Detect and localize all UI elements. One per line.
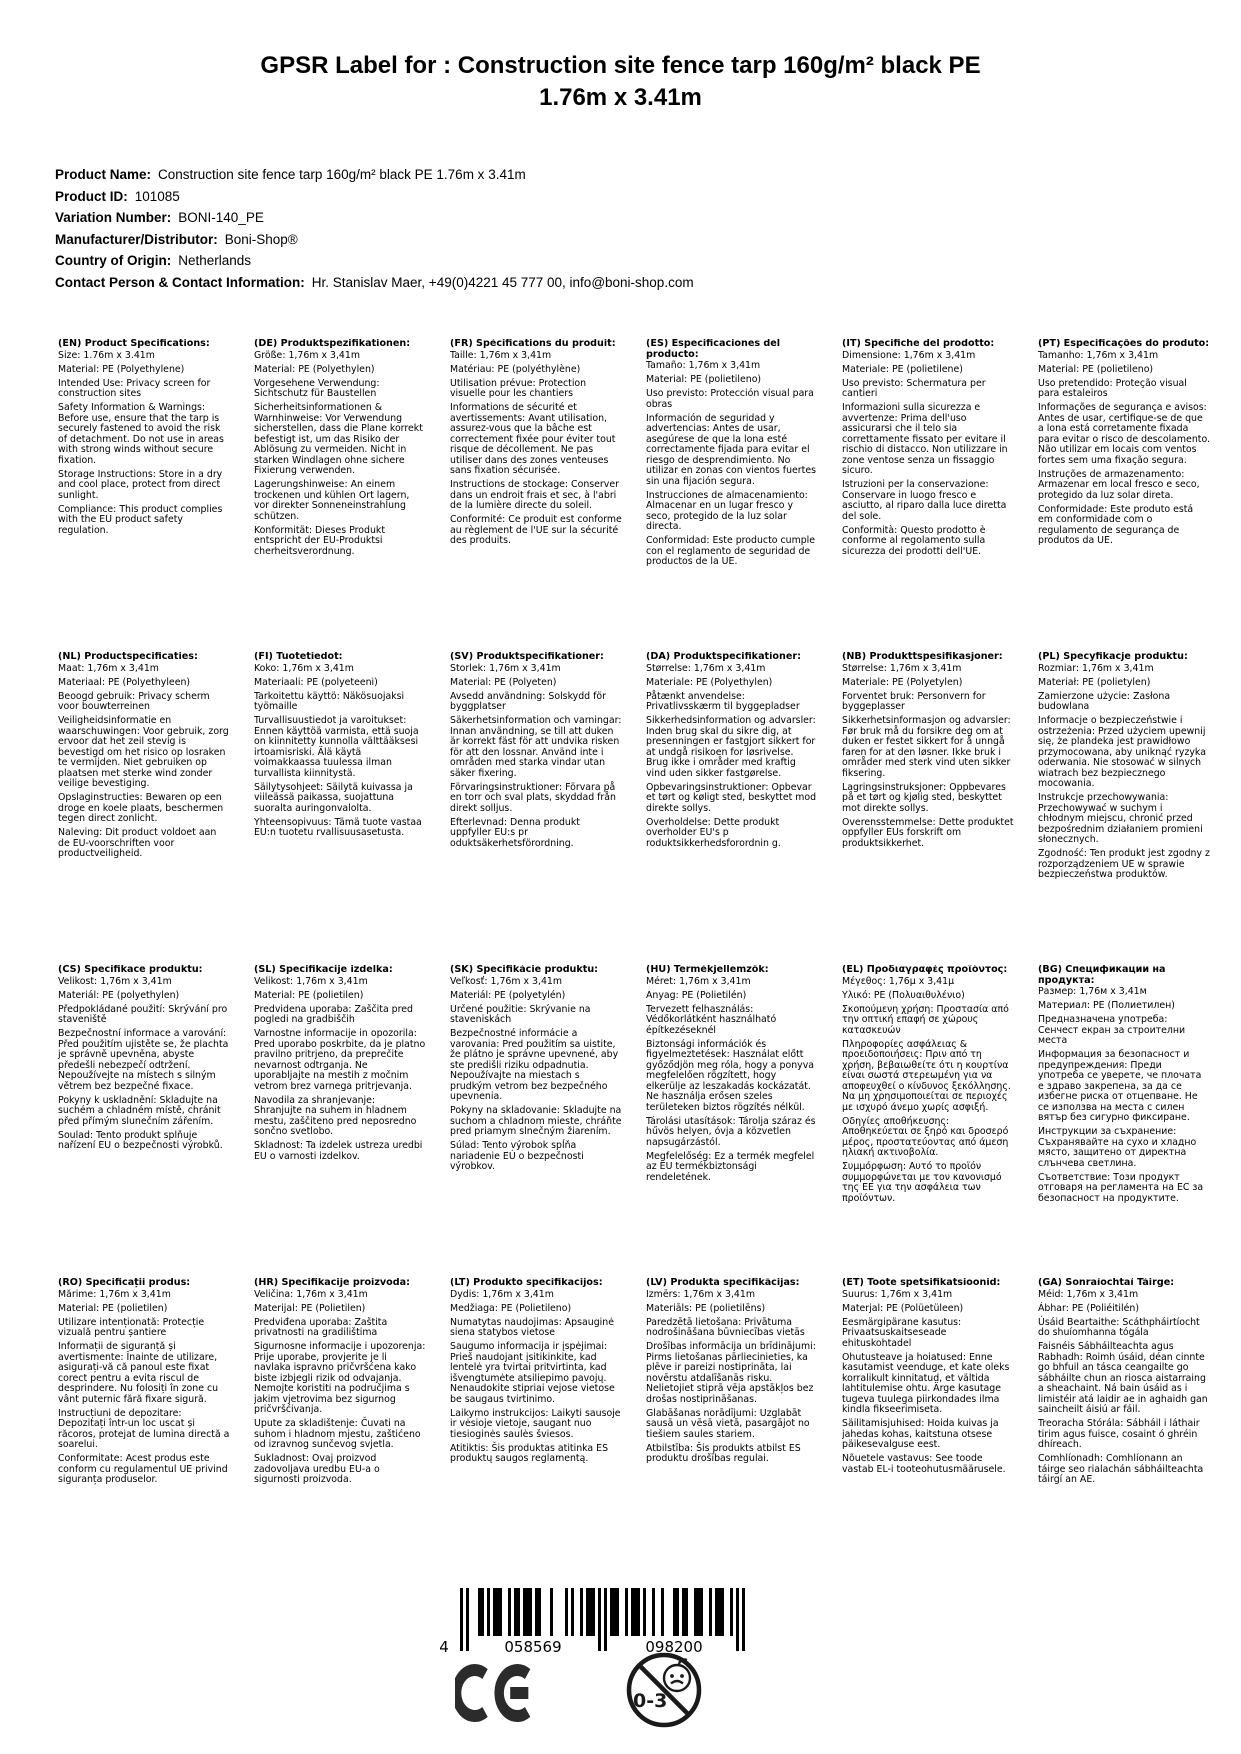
spec-block-el [842,965,1014,1278]
spec-paragraph: Súlad: Tento výrobok spĺňa nariadenie EÚ o bezpečnosti výrobkov. [450,1140,584,1172]
spec-paragraph: Avsedd användning: Solskydd för byggplatser [450,690,606,712]
contact-row [55,272,694,294]
spec-block-title: (PT) Especificações do produto: [1038,339,1210,349]
spec-block-hr [254,1278,426,1591]
spec-paragraph: Informações de segurança e avisos: Antes de usar, certifique-se de que a lona está corretamente fixada para evitar o risco de descolamento. Não utilizar em locais com ventos fortes sem uma fixação segura. [1038,402,1210,466]
spec-block-sv [450,652,622,965]
spec-paragraph: Uso pretendido: Proteção visual para estaleiros [1038,377,1187,399]
spec-paragraph: Určené použitie: Skrývanie na staveniskách [450,1003,591,1025]
spec-paragraph: Materiale: PE (Polyetylen) [842,676,963,688]
spec-block-sl [254,965,426,1278]
barcode-digit-group1: 058569 [504,1638,562,1656]
spec-paragraph: Treoracha Stórála: Sábháil i láthair tirim agus fuisce, cosaint ó ghréin dhíreach. [1038,1418,1200,1450]
spec-block-title: (LV) Produkta specifikācijas: [646,1278,800,1288]
spec-block-et [842,1278,1014,1591]
spec-paragraph: Sicherheitsinformationen & Warnhinweise: Vor Verwendung sicherstellen, dass die Plane korrekt befestigt ist, um das Risiko der Ablösung zu vermeiden. Nicht in starken Windlagen ohne sichere Fixierung verwenden. [254,402,423,476]
spec-paragraph: Nõuetele vastavus: See toode vastab EL-i tooteohutusmäärusele. [842,1453,1006,1475]
spec-paragraph: Saugumo informacija ir įspėjimai: Prieš naudojant įsitikinkite, kad lentelė yra tvirtai pritvirtinta, kad išvengtumėte atsiliepimo pavojų. Nenaudokite stipriai vejose vietose be saugaus tvirtinimo. [450,1341,615,1405]
variation-number-value: BONI-140_PE [178,210,264,226]
spec-paragraph: Förvaringsinstruktioner: Förvara på en torr och sval plats, skyddad från direkt solljus. [450,781,616,814]
spec-paragraph: Påtænkt anvendelse: Privatlivsskærm til byggepladser [646,690,800,712]
spec-paragraph: Veiligheidsinformatie en waarschuwingen: Voor gebruik, zorg ervoor dat het zeil stevig is bevestigd om het risico op losraken te vermijden. Niet gebruiken op plaatsen met sterke wind zonder veilige bevestiging. [58,715,229,789]
spec-paragraph: Rozmiar: 1,76m x 3,41m [1038,662,1154,674]
spec-paragraph: Tamanho: 1,76m x 3,41m [1038,349,1159,361]
product-id-value: 101085 [134,188,180,204]
spec-block-sk [450,965,622,1278]
spec-paragraph: Koko: 1,76m x 3,41m [254,662,354,674]
spec-paragraph: Säkerhetsinformation och varningar: Innan användning, se till att duken är korrekt fäst för att undvika risken för att den lossnar. Använd inte i områden med starka vindar utan säker fixering. [450,715,622,779]
spec-block-fi [254,652,426,965]
spec-block-en [58,339,230,652]
spec-paragraph: Bezpečnostní informace a varování: Před použitím ujistěte se, že plachta je správně upevněna, abyste předešli nebezpečí odtržení. Nepoužívejte na místech s silným větrem bez bezpečné fixace. [58,1028,229,1092]
spec-block-title: (LT) Produkto specifikacijos: [450,1278,603,1288]
spec-paragraph: Atitiktis: Šis produktas atitinka ES produktų saugos reglamentą. [450,1442,609,1464]
spec-paragraph: Instruções de armazenamento: Armazenar em local fresco e seco, protegido da luz solar direta. [1038,468,1200,501]
spec-paragraph: Eesmärgipärane kasutus: Privaatsuskaitseseade ehituskohtadel [842,1316,962,1349]
spec-paragraph: Material: PE (Polyeten) [450,676,557,688]
spec-paragraph: Pokyny na skladovanie: Skladujte na suchom a chladnom mieste, chráňte pred priamym slnečným žiarením. [450,1105,622,1137]
spec-paragraph: Overholdelse: Dette produkt overholder EU's p roduktsikkerhedsforordnin g. [646,816,781,849]
spec-block-pt [1038,339,1210,652]
spec-block-cs [58,965,230,1278]
spec-block-title: (NL) Productspecificaties: [58,652,198,662]
spec-paragraph: Megfelelőség: Ez a termék megfelel az EU termékbiztonsági rendeletének. [646,1150,815,1183]
document-title-line2: 1.76m x 3.41m [539,84,702,111]
spec-paragraph: Zamierzone użycie: Zasłona budowlana [1038,690,1171,712]
spec-paragraph: Istruzioni per la conservazione: Conservare in luogo fresco e asciutto, al riparo dalla luce diretta del sole. [842,479,1007,522]
spec-paragraph: Размер: 1,76м x 3,41м [1038,986,1147,997]
spec-paragraph: Material: PE (polietileno) [646,374,762,385]
spec-paragraph: Informacje o bezpieczeństwie i ostrzeżenia: Przed użyciem upewnij się, że plandeka jest prawidłowo przymocowana, aby uniknąć ryzyka oderwania. Nie stosować w silnych wiatrach bez bezpiecznego mocowania. [1038,715,1206,789]
manufacturer-row [55,229,694,251]
spec-grid [58,339,1210,1591]
country-of-origin-value: Netherlands [178,253,252,269]
spec-paragraph: Velikost: 1,76m x 3,41m [254,975,368,987]
spec-block-title: (RO) Specificații produs: [58,1278,191,1288]
spec-paragraph: Laikymo instrukcijos: Laikyti sausoje ir vėsioje vietoje, saugant nuo tiesioginės saulės šviesos. [450,1407,621,1440]
spec-paragraph: Lagringsinstruksjoner: Oppbevares på et tørt og kjølig sted, beskyttet mot direkte sollys. [842,781,1006,814]
footer-symbols [0,1580,1241,1754]
ce-mark-icon [455,1661,537,1730]
spec-paragraph: Instrukcje przechowywania: Przechowywać w suchym i chłodnym miejscu, chronić przed bezpośrednim działaniem promieni słonecznych. [1038,792,1203,845]
spec-paragraph: Velikost: 1,76m x 3,41m [58,975,172,987]
spec-block-de [254,339,426,652]
spec-paragraph: Materiaali: PE (polyeteeni) [254,676,378,688]
spec-paragraph: Bezpečnostné informácie a varovania: Pred použitím sa uistite, že plátno je správne upevnené, aby ste predišli riziku odpadnutia. Nepoužívajte na miestach s prudkým vetrom bez bezpečného upevnenia. [450,1028,619,1102]
spec-paragraph: Säilitamisjuhised: Hoida kuivas ja jahedas kohas, kaitstuna otsese päikesevalguse eest. [842,1418,999,1450]
spec-paragraph: Skladnost: Ta izdelek ustreza uredbi EU o varnosti izdelkov. [254,1140,423,1162]
spec-block-nb [842,652,1014,965]
spec-block-pl [1038,652,1210,965]
spec-paragraph: Tervezett felhasználás: Védőkorlátként használható építkezéseknél [646,1003,777,1036]
spec-paragraph: Sikkerhetsinformasjon og advarsler: Før bruk må du forsikre deg om at duken er festet sikkert for å unngå faren for at den løsner. Ikke bruk i områder med sterk vind uten sikker fiksering. [842,715,1011,779]
spec-paragraph: Upute za skladištenje: Čuvati na suhom i hladnom mjestu, zaštićeno od izravnog sunčevog svjetla. [254,1418,421,1450]
contact-label: Contact Person & Contact Information: [55,274,305,290]
variation-number-row [55,207,694,229]
spec-paragraph: Atbilstība: Šis produkts atbilst ES produktu drošības regulai. [646,1442,801,1464]
country-of-origin-row [55,250,694,272]
spec-paragraph: Dimensione: 1,76m x 3,41m [842,349,976,361]
spec-paragraph: Μέγεθος: 1,76μ x 3,41μ [842,975,955,987]
spec-paragraph: Size: 1.76m x 3.41m [58,349,155,361]
document-title [0,50,1241,114]
spec-paragraph: Материал: PE (Полиетилен) [1038,1000,1175,1011]
spec-paragraph: Conformité: Ce produit est conforme au règlement de l'UE sur la sécurité des produits. [450,514,622,546]
spec-paragraph: Instructions de stockage: Conserver dans un endroit frais et sec, à l'abri de la lumière directe du soleil. [450,479,619,511]
spec-paragraph: Predvidena uporaba: Zaščita pred pogledi na gradbiščih [254,1003,413,1025]
spec-paragraph: Material: PE (polietileno) [1038,363,1154,375]
product-id-label: Product ID: [55,188,128,204]
spec-paragraph: Material: PE (Polyethylene) [58,363,185,375]
spec-paragraph: Sikkerhedsinformation og advarsler: Inden brug skal du sikre dig, at presenningen er fastgjort sikkert for at undgå risikoen for løsrivelse. Brug ikke i områder med kraftig vind uden sikker fastgørelse. [646,715,816,779]
spec-paragraph: Material: PE (polietilen) [58,1302,168,1314]
spec-paragraph: Maat: 1,76m x 3,41m [58,662,159,674]
spec-block-title: (HU) Termékjellemzők: [646,965,769,975]
spec-paragraph: Σκοπούμενη χρήση: Προστασία από την οπτική επαφή σε χώρους κατασκευών [842,1003,1009,1036]
spec-paragraph: Predviđena uporaba: Zaštita privatnosti na gradilištima [254,1316,388,1338]
spec-paragraph: Méid: 1,76m x 3,41m [1038,1288,1139,1300]
spec-paragraph: Naleving: Dit product voldoet aan de EU-voorschriften voor productveiligheid. [58,827,217,859]
spec-block-title: (PL) Specyfikacje produktu: [1038,652,1188,662]
spec-paragraph: Sukladnost: Ovaj proizvod zadovoljava uredbu EU-a o sigurnosti proizvoda. [254,1453,380,1485]
spec-paragraph: Informazioni sulla sicurezza e avvertenze: Prima dell'uso assicurarsi che il telo sia correttamente fissato per evitare il rischio di distacco. Non utilizzare in zone ventose senza un fissaggio sicuro. [842,402,1008,476]
spec-paragraph: Πληροφορίες ασφάλειας & προειδοποιήσεις: Πριν από τη χρήση, βεβαιωθείτε ότι η κουρτίνα είναι σωστά στερεωμένη για να αποφευχθεί ο κίνδυνος ξεκόλλησης. Να μη χρησιμοποιείται σε περιοχές με ισχυρό άνεμο χωρίς ασφιξή. [842,1038,1011,1113]
spec-paragraph: Uso previsto: Schermatura per cantieri [842,377,986,399]
spec-paragraph: Conformidad: Este producto cumple con el reglamento de seguridad de productos de la UE. [646,535,816,567]
spec-block-title: (DE) Produktspezifikationen: [254,339,411,349]
spec-paragraph: Storlek: 1,76m x 3,41m [450,662,561,674]
spec-paragraph: Compliance: This product complies with the EU product safety regulation. [58,503,223,536]
spec-block-title: (FI) Tuotetiedot: [254,652,343,662]
spec-paragraph: Veličina: 1,76m x 3,41m [254,1288,368,1300]
spec-paragraph: Biztonsági információk és figyelmeztetések: Használat előtt győződjön meg róla, hogy a ponyva megfelelően rögzített, hogy elkerülje az leszakadás kockázatát. Ne használja erősen szeles területeken biztos rögzítés nélkül. [646,1038,814,1113]
spec-block-title: (SK) Špecifikácie produktu: [450,965,599,975]
spec-paragraph: Uso previsto: Protección visual para obras [646,388,814,410]
spec-block-title: (EN) Product Specifications: [58,339,210,349]
spec-paragraph: Størrelse: 1,76m x 3,41m [842,662,962,674]
manufacturer-value: Boni-Shop® [224,231,298,247]
product-name-value: Construction site fence tarp 160g/m² black PE 1.76m x 3.41m [158,167,526,182]
spec-block-lt [450,1278,622,1591]
spec-paragraph: Varnostne informacije in opozorila: Pred uporabo poskrbite, da je platno pravilno pritrjeno, da preprečite nevarnost odtrganja. Ne uporabljajte na mestih z močnim vetrom brez varnega pritrjevanja. [254,1028,426,1092]
age-warning-0-3-icon [624,1650,704,1735]
spec-paragraph: Yhteensopivuus: Tämä tuote vastaa EU:n tuotetu rvallisuusasetusta. [254,816,422,838]
barcode-digit-group2: 098200 [645,1638,703,1656]
spec-block-title: (ET) Toote spetsifikatsioonid: [842,1278,1001,1288]
spec-block-title: (HR) Specifikacije proizvoda: [254,1278,410,1288]
spec-paragraph: Izmērs: 1,76m x 3,41m [646,1288,755,1300]
spec-paragraph: Turvallisuustiedot ja varoitukset: Ennen käyttöä varmista, että suoja on kiinnitetty kunnolla välttääksesi irtoamisriski. Älä käytä voimakkaassa tuulessa ilman turvallista kiinnitystä. [254,715,419,779]
spec-paragraph: Glabāšanas norādījumi: Uzglabāt sausā un vēsā vietā, pasargājot no tiešiem saules stariem. [646,1407,810,1440]
spec-paragraph: Méret: 1,76m x 3,41m [646,975,751,987]
spec-block-title: (GA) Sonraíochtaí Táirge: [1038,1278,1175,1288]
spec-paragraph: Faisnéis Sábháilteachta agus Rabhadh: Roimh úsáid, déan cinnte go bhfuil an tásca ceangailte go sábháilte chun an riosca aistarraing a sheachaint. Ná bain úsáid as i limistéir atá laidir ae in aghaidh gan saincheilt áisiú ar fáil. [1038,1341,1208,1415]
spec-block-title: (DA) Produktspecifikationer: [646,652,801,662]
spec-paragraph: Tárolási utasítások: Tárolja száraz és hűvös helyen, óvja a közvetlen napsugárzástól. [646,1115,816,1148]
manufacturer-label: Manufacturer/Distributor: [55,231,218,247]
spec-paragraph: Materiál: PE (polyetylén) [450,989,566,1001]
spec-paragraph: Safety Information & Warnings: Before use, ensure that the tarp is securely fastened to avoid the risk of detachment. Do not use in areas with strong winds without secure fixation. [58,402,224,466]
spec-block-hu [646,965,818,1278]
spec-block-title: (NB) Produkttspesifikasjoner: [842,652,1003,662]
spec-paragraph: Инструкции за съхранение: Съхранявайте на сухо и хладно място, защитено от директна слънчева светлина. [1038,1126,1197,1169]
spec-paragraph: Tamaño: 1,76m x 3,41m [646,360,761,371]
spec-paragraph: Størrelse: 1,76m x 3,41m [646,662,766,674]
spec-block-title: (SV) Produktspecifikationer: [450,652,604,662]
spec-block-nl [58,652,230,965]
spec-block-title: (EL) Προδιαγραφές προϊόντος: [842,965,1008,975]
spec-paragraph: Drošības informācija un brīdinājumi: Pirms lietošanas pārliecinieties, ka plēve ir pareizi nostiprināta, lai novērstu atdalīšanās risku. Nelietojiet stiprā vēja apstākļos bez drošas nostiprināšanas. [646,1341,816,1405]
spec-paragraph: Mărime: 1,76m x 3,41m [58,1288,171,1300]
spec-paragraph: Paredzētā lietošana: Privātuma nodrošināšana būvniecības vietās [646,1316,805,1338]
spec-paragraph: Conformidade: Este produto está em conformidade com o regulamento de segurança de produtos da UE. [1038,503,1194,546]
spec-block-es [646,339,818,652]
spec-paragraph: Veľkosť: 1,76m x 3,41m [450,975,563,987]
spec-block-ro [58,1278,230,1591]
product-name-row [55,164,694,186]
spec-paragraph: Opbevaringsinstruktioner: Opbevar et tørt og køligt sted, beskyttet mod direkte sollys. [646,781,817,814]
variation-number-label: Variation Number: [55,210,172,226]
spec-paragraph: Tarkoitettu käyttö: Näkösuojaksi työmaille [254,690,405,712]
spec-paragraph: Material: PE (Polyethylen) [254,363,375,375]
spec-block-title: (CS) Specifikace produktu: [58,965,203,975]
age-warning-label: 0-3 [633,1690,668,1712]
spec-paragraph: Συμμόρφωση: Αυτό το προϊόν συμμορφώνεται με τον κανονισμό της ΕΕ για την ασφάλεια των προϊόντων. [842,1161,1002,1204]
product-name-label: Product Name: [55,167,152,182]
contact-value: Hr. Stanislav Maer, +49(0)4221 45 777 00, info@boni-shop.com [311,274,694,290]
spec-paragraph: Medžiaga: PE (Polietileno) [450,1302,572,1314]
spec-paragraph: Opslaginstructies: Bewaren op een droge en koele plaats, beschermen tegen direct zonlicht. [58,792,224,824]
spec-paragraph: Materiał: PE (polietylen) [1038,676,1151,688]
product-id-row [55,186,694,208]
spec-paragraph: Säilytysohjeet: Säilytä kuivassa ja viileässä paikassa, suojattuna suoralta auringonvalolta. [254,781,413,814]
spec-block-title: (IT) Specifiche del prodotto: [842,339,995,349]
spec-paragraph: Sigurnosne informacije i upozorenja: Prije uporabe, provjerite je li navlaka ispravno pričvršćena kako biste izbjegli rizik od odvajanja. Nemojte koristiti na područjima s jakim vjetrovima bez sigurnog pričvršćivanja. [254,1341,426,1415]
spec-paragraph: Υλικό: PE (Πολυαιθυλένιο) [842,989,965,1001]
spec-block-da [646,652,818,965]
spec-paragraph: Materijal: PE (Polietilen) [254,1302,366,1314]
spec-paragraph: Beoogd gebruik: Privacy scherm voor bouwterreinen [58,690,210,712]
spec-block-lv [646,1278,818,1591]
spec-block-bg [1038,965,1210,1278]
spec-paragraph: Informații de siguranță și avertismente: Înainte de utilizare, asigurați-vă că panoul este fixat corect pentru a evita riscul de desprindere. Nu folosiți în zone cu vânt puternic fără fixare sigură. [58,1341,219,1405]
spec-block-title: (ES) Especificaciones del producto: [646,339,781,360]
spec-paragraph: Materiaal: PE (Polyethyleen) [58,676,191,688]
spec-block-title: (FR) Spécifications du produit: [450,339,616,349]
spec-paragraph: Navodila za shranjevanje: Shranjujte na suhem in hladnem mestu, zaščiteno pred neposredno sončno svetlobo. [254,1094,417,1137]
spec-paragraph: Instrucțiuni de depozitare: Depozitați într-un loc uscat și răcoros, protejat de lumina directă a soarelui. [58,1407,230,1450]
spec-paragraph: Предназначена употреба: Сенчест екран за строителни места [1038,1014,1186,1046]
spec-paragraph: Utilizare intenționată: Protecție vizuală pentru șantiere [58,1316,205,1338]
spec-paragraph: Ohutusteave ja hoiatused: Enne kasutamist veenduge, et kate oleks korralikult kinnitatud, et vältida lahtitulemise ohtu. Ärge kasutage tugeva tuulega piirkondades ilma kindla fikseerimiseta. [842,1351,1010,1415]
spec-paragraph: Информация за безопасност и предупреждения: Преди употреба се уверете, че плочата е здраво закрепена, за да се избегне риска от отцепване. Не се използва на места с силен вятър без сигурно фиксиране. [1038,1049,1202,1123]
spec-paragraph: Forventet bruk: Personvern for byggeplasser [842,690,986,712]
spec-paragraph: Efterlevnad: Denna produkt uppfyller EU:s pr oduktsäkerhetsförordning. [450,816,580,849]
spec-paragraph: Materiál: PE (polyethylen) [58,989,180,1001]
spec-paragraph: Materiale: PE (polietilene) [842,363,963,375]
spec-paragraph: Konformität: Dieses Produkt entspricht der EU-Produktsi cherheitsverordnung. [254,524,386,557]
spec-paragraph: Dydis: 1,76m x 3,41m [450,1288,554,1300]
spec-paragraph: Utilisation prévue: Protection visuelle pour les chantiers [450,377,587,399]
spec-paragraph: Suurus: 1,76m x 3,41m [842,1288,953,1300]
spec-paragraph: Comhlíonadh: Comhlíonann an táirge seo rialachán sábháilteachta táirgí an AE. [1038,1453,1204,1485]
spec-paragraph: Intended Use: Privacy screen for construction sites [58,377,211,399]
country-of-origin-label: Country of Origin: [55,253,172,269]
spec-paragraph: Taille: 1,76m x 3,41m [450,349,552,361]
spec-paragraph: Soulad: Tento produkt splňuje nařízení EU o bezpečnosti výrobků. [58,1129,223,1151]
spec-paragraph: Instrucciones de almacenamiento: Almacenar en un lugar fresco y seco, protegido de la luz solar directa. [646,489,808,532]
spec-paragraph: Conformitate: Acest produs este conform cu regulamentul UE privind siguranța produselor. [58,1453,228,1485]
spec-paragraph: Matériau: PE (polyéthylène) [450,363,581,375]
spec-block-title: (SL) Specifikacije izdelka: [254,965,393,975]
spec-paragraph: Materiale: PE (Polyethylen) [646,676,773,688]
barcode-digit-left: 4 [439,1638,449,1656]
spec-paragraph: Conformità: Questo prodotto è conforme al regolamento sulla sicurezza dei prodotti dell'UE. [842,524,986,557]
spec-paragraph: Anyag: PE (Polietilén) [646,989,747,1001]
spec-paragraph: Lagerungshinweise: An einem trockenen und kühlen Ort lagern, vor direkter Sonneneinstrahlung schützen. [254,479,410,522]
spec-paragraph: Materjal: PE (Polüetüleen) [842,1302,964,1314]
spec-block-ga [1038,1278,1210,1591]
spec-paragraph: Numatytas naudojimas: Apsauginė siena statybos vietose [450,1316,614,1338]
spec-paragraph: Storage Instructions: Store in a dry and cool place, protect from direct sunlight. [58,468,223,501]
spec-paragraph: Informations de sécurité et avertissements: Avant utilisation, assurez-vous que la bâche est correctement fixée pour éviter tout risque de décollement. Ne pas utiliser dans des zones venteuses sans fixation sécurisée. [450,402,616,476]
spec-paragraph: Vorgesehene Verwendung: Sichtschutz für Baustellen [254,377,380,399]
spec-block-title: (BG) Спецификации на продукта: [1038,965,1166,986]
spec-paragraph: Pokyny k uskladnění: Skladujte na suchém a chladném místě, chránit před přímým slunečním zářením. [58,1094,221,1127]
spec-paragraph: Ábhar: PE (Poliéitilén) [1038,1302,1139,1314]
spec-paragraph: Overensstemmelse: Dette produktet oppfyller EUs forskrift om produktsikkerhet. [842,816,1014,849]
spec-paragraph: Größe: 1,76m x 3,41m [254,349,360,361]
spec-paragraph: Съответствие: Този продукт отговаря на регламента на ЕС за безопасност на продуктите. [1038,1171,1204,1204]
spec-paragraph: Zgodność: Ten produkt jest zgodny z rozporządzeniem UE w sprawie bezpieczeństwa produktów. [1038,848,1210,880]
spec-paragraph: Οδηγίες αποθήκευσης: Αποθηκεύεται σε ξηρό και δροσερό μέρος, προστατεύοντας από άμεση ηλιακή ακτινοβολία. [842,1115,1009,1158]
spec-block-fr [450,339,622,652]
spec-paragraph: Úsáid Beartaithe: Scáthpháirtíocht do shuíomhanna tógála [1038,1316,1200,1338]
spec-paragraph: Información de seguridad y advertencias: Antes de usar, asegúrese de que la lona esté correctamente fijada para evitar el riesgo de desprendimiento. No utilizar en zonas con vientos fuertes sin una fijación segura. [646,412,816,487]
ean13-barcode [436,1588,750,1658]
spec-paragraph: Předpokládané použití: Skrývání pro staveniště [58,1003,228,1025]
spec-paragraph: Materiāls: PE (polietilēns) [646,1302,766,1314]
product-info [55,164,694,294]
spec-block-it [842,339,1014,652]
spec-paragraph: Material: PE (polietilen) [254,989,364,1001]
document-title-line1: GPSR Label for : Construction site fence tarp 160g/m² black PE [260,52,981,79]
